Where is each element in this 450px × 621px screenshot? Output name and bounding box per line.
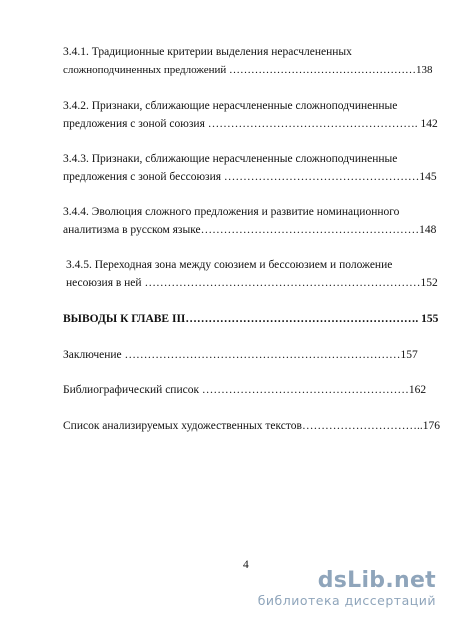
toc-entry-3-4-1-line-2: сложноподчиненных предложений ……………………………………………138 bbox=[63, 64, 433, 76]
watermark-subtitle: библиотека диссертаций bbox=[257, 593, 436, 608]
toc-entry-3-4-1-line-1: 3.4.1. Традиционные критерии выделения нерасчлененных bbox=[63, 46, 352, 58]
toc-entry-analyzed-texts: Список анализируемых художественных текстов…………………………..176 bbox=[63, 420, 440, 432]
toc-entry-3-4-5-line-2: несоюзия в ней ………………………………………………………………152 bbox=[66, 277, 438, 289]
toc-entry-chapter-conclusions: ВЫВОДЫ К ГЛАВЕ III……………………………………………………. 155 bbox=[63, 313, 439, 325]
page-number: 4 bbox=[243, 559, 249, 571]
toc-entry-bibliography: Библиографический список ………………………………………………162 bbox=[63, 384, 427, 396]
toc-entry-3-4-2-line-1: 3.4.2. Признаки, сближающие нерасчлененные сложноподчиненные bbox=[63, 100, 398, 112]
toc-entry-3-4-4-line-2: аналитизма в русском языке…………………………………………………148 bbox=[63, 224, 437, 236]
watermark-logo: dsLib.net bbox=[317, 568, 436, 593]
toc-entry-conclusion: Заключение ………………………………………………………………157 bbox=[63, 349, 418, 361]
watermark bbox=[258, 569, 436, 608]
toc-entry-3-4-2-line-2: предложения с зоной союзия ………………………………………………. 142 bbox=[63, 118, 438, 130]
toc-entry-3-4-4-line-1: 3.4.4. Эволюция сложного предложения и развитие номинационного bbox=[63, 206, 400, 218]
toc-entry-3-4-3-line-2: предложения с зоной бессоюзия ……………………………………………145 bbox=[63, 171, 437, 183]
toc-entry-3-4-3-line-1: 3.4.3. Признаки, сближающие нерасчлененные сложноподчиненные bbox=[63, 153, 398, 165]
toc-entry-3-4-5-line-1: 3.4.5. Переходная зона между союзием и бессоюзием и положение bbox=[66, 259, 393, 271]
